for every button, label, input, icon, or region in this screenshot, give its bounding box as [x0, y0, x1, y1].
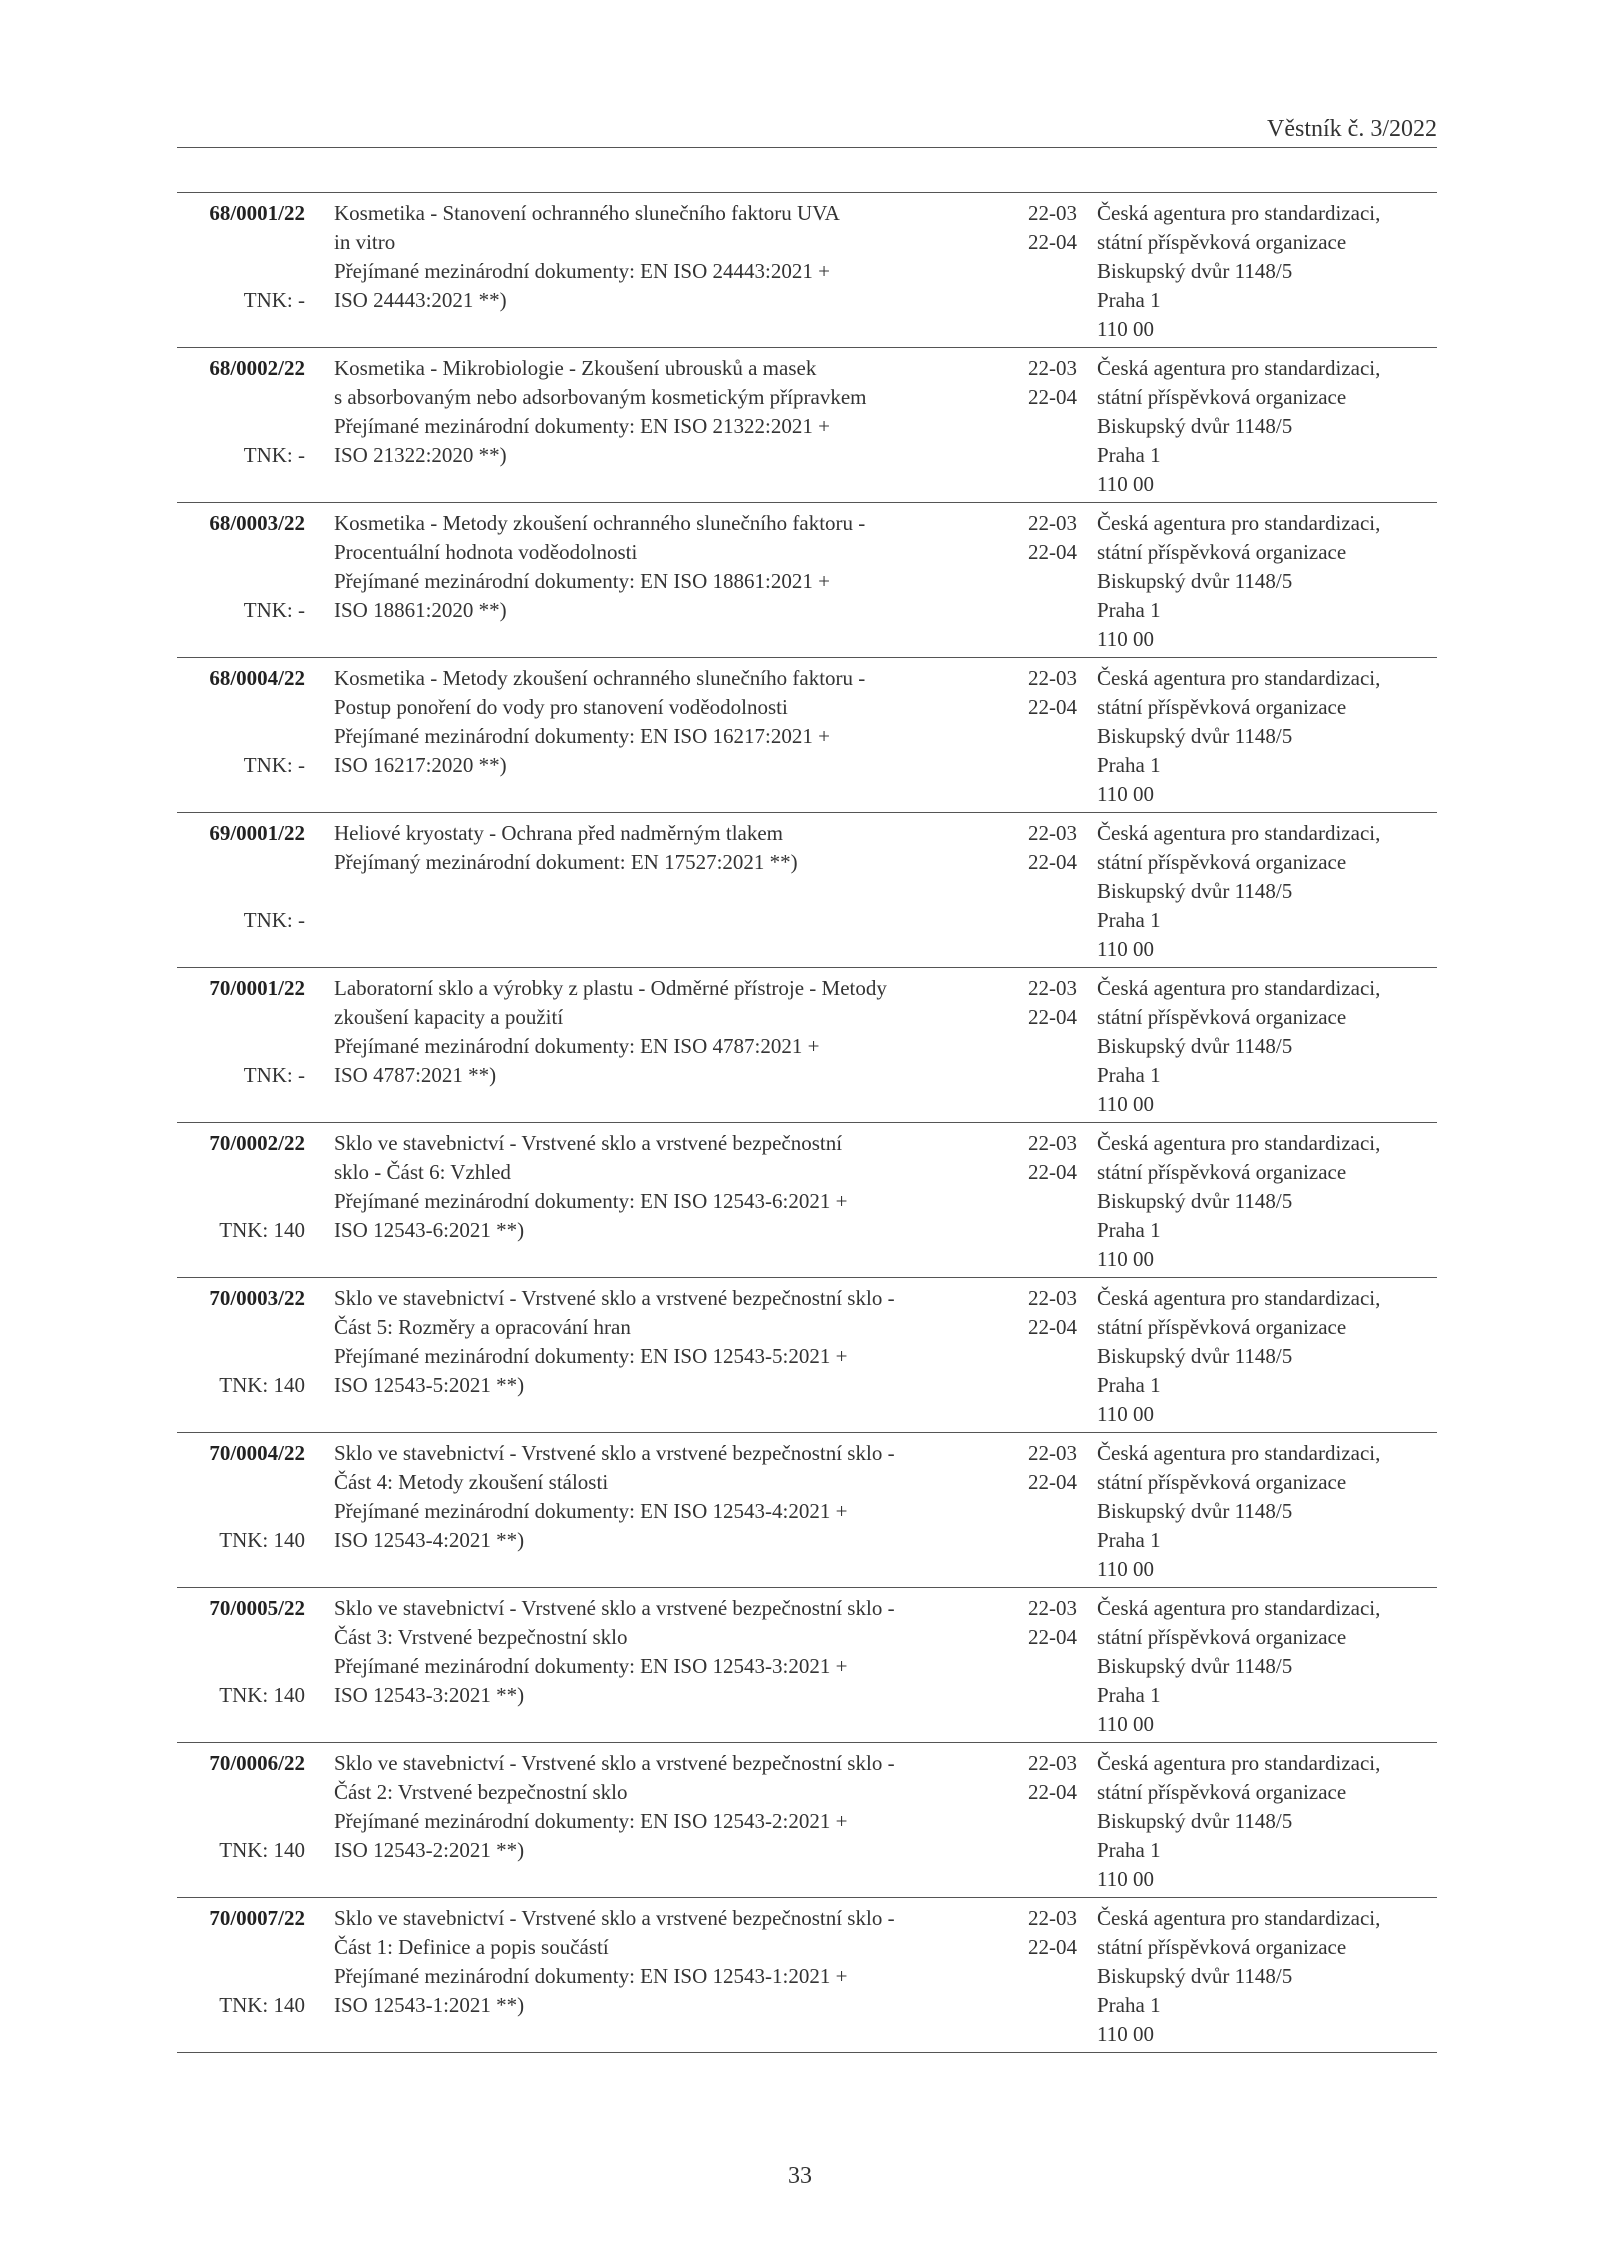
entry-title-line: Přejímané mezinárodní dokumenty: EN ISO 16217:2021 + [334, 724, 830, 748]
entry-dates [1007, 664, 1077, 722]
entry-title [334, 1439, 994, 1555]
table-row [177, 347, 1437, 502]
entry-organization-line: Praha 1 [1097, 1993, 1161, 2017]
entry-title-line: ISO 16217:2020 **) [334, 753, 507, 777]
entry-date: 22-03 [1028, 356, 1077, 380]
entry-title [334, 199, 994, 315]
entry-organization [1097, 1129, 1437, 1274]
entry-title-line: Sklo ve stavebnictví - Vrstvené sklo a vrstvené bezpečnostní sklo - [334, 1906, 895, 1930]
entry-tnk: TNK: 140 [219, 1993, 305, 2017]
entry-date: 22-04 [1028, 1470, 1077, 1494]
entry-organization [1097, 1749, 1437, 1894]
entry-date: 22-04 [1028, 1780, 1077, 1804]
entry-organization-line: 110 00 [1097, 782, 1154, 806]
entry-title [334, 819, 994, 877]
entry-organization-line: Biskupský dvůr 1148/5 [1097, 1809, 1293, 1833]
entry-organization-line: Biskupský dvůr 1148/5 [1097, 414, 1293, 438]
entry-organization-line: 110 00 [1097, 1402, 1154, 1426]
entry-title-line: zkoušení kapacity a použití [334, 1005, 564, 1029]
entry-organization-line: Praha 1 [1097, 598, 1161, 622]
entry-organization-line: 110 00 [1097, 1712, 1154, 1736]
entry-organization-line: Praha 1 [1097, 1683, 1161, 1707]
entry-organization-line: 110 00 [1097, 1557, 1154, 1581]
entry-title-line: Přejímaný mezinárodní dokument: EN 17527:2021 **) [334, 850, 798, 874]
entry-title-line: ISO 12543-3:2021 **) [334, 1683, 525, 1707]
entry-id: 68/0002/22 [209, 356, 305, 380]
page-number: 33 [788, 2163, 812, 2189]
entry-organization-line: Praha 1 [1097, 753, 1161, 777]
entry-title-line: Přejímané mezinárodní dokumenty: EN ISO 24443:2021 + [334, 259, 830, 283]
entry-title-line: Procentuální hodnota voděodolnosti [334, 540, 638, 564]
entry-date: 22-03 [1028, 1441, 1077, 1465]
entry-title-line: Přejímané mezinárodní dokumenty: EN ISO 12543-6:2021 + [334, 1189, 848, 1213]
entry-organization-line: Česká agentura pro standardizaci, [1097, 201, 1381, 225]
journal-header: Věstník č. 3/2022 [1267, 116, 1437, 142]
entry-organization-line: Česká agentura pro standardizaci, [1097, 356, 1381, 380]
entry-date: 22-03 [1028, 1751, 1077, 1775]
entry-dates [1007, 1594, 1077, 1652]
entry-title [334, 1129, 994, 1245]
entry-title-line: ISO 4787:2021 **) [334, 1063, 497, 1087]
entry-title [334, 354, 994, 470]
entry-organization-line: Biskupský dvůr 1148/5 [1097, 1034, 1293, 1058]
entry-title-line: in vitro [334, 230, 396, 254]
table-row [177, 1897, 1437, 2053]
header-rule [177, 147, 1437, 148]
entry-organization-line: Biskupský dvůr 1148/5 [1097, 569, 1293, 593]
entry-title-line: Přejímané mezinárodní dokumenty: EN ISO 12543-1:2021 + [334, 1964, 848, 1988]
entry-dates [1007, 1749, 1077, 1807]
entry-organization-line: 110 00 [1097, 1247, 1154, 1271]
entry-id: 68/0003/22 [209, 511, 305, 535]
table-row [177, 812, 1437, 967]
entry-tnk: TNK: - [243, 288, 305, 312]
table-row [177, 657, 1437, 812]
entry-date: 22-04 [1028, 695, 1077, 719]
entry-organization-line: státní příspěvková organizace [1097, 1160, 1347, 1184]
entry-tnk: TNK: 140 [219, 1528, 305, 1552]
entry-organization-line: státní příspěvková organizace [1097, 1935, 1347, 1959]
entry-organization-line: Praha 1 [1097, 1528, 1161, 1552]
entry-organization-line: Biskupský dvůr 1148/5 [1097, 1654, 1293, 1678]
entry-organization-line: Praha 1 [1097, 288, 1161, 312]
entry-tnk: TNK: - [243, 1063, 305, 1087]
entry-title-line: Přejímané mezinárodní dokumenty: EN ISO 21322:2021 + [334, 414, 830, 438]
entry-organization [1097, 354, 1437, 499]
entry-title [334, 664, 994, 780]
entry-title-line: Sklo ve stavebnictví - Vrstvené sklo a vrstvené bezpečnostní sklo - [334, 1596, 895, 1620]
entry-title-line: ISO 12543-1:2021 **) [334, 1993, 525, 2017]
entry-organization-line: Praha 1 [1097, 908, 1161, 932]
entry-title-line: Přejímané mezinárodní dokumenty: EN ISO 4787:2021 + [334, 1034, 820, 1058]
entry-organization-line: Česká agentura pro standardizaci, [1097, 1751, 1381, 1775]
entry-organization-line: státní příspěvková organizace [1097, 850, 1347, 874]
entry-tnk: TNK: - [243, 753, 305, 777]
entry-organization-line: 110 00 [1097, 472, 1154, 496]
entry-organization-line: státní příspěvková organizace [1097, 1005, 1347, 1029]
entry-title-line: ISO 12543-2:2021 **) [334, 1838, 525, 1862]
entry-organization-line: Česká agentura pro standardizaci, [1097, 1286, 1381, 1310]
entry-title-line: Přejímané mezinárodní dokumenty: EN ISO 12543-5:2021 + [334, 1344, 848, 1368]
entry-organization-line: státní příspěvková organizace [1097, 540, 1347, 564]
entry-tnk: TNK: 140 [219, 1218, 305, 1242]
entry-date: 22-03 [1028, 1131, 1077, 1155]
entry-date: 22-03 [1028, 201, 1077, 225]
entry-organization-line: Praha 1 [1097, 1063, 1161, 1087]
entry-title-line: ISO 12543-5:2021 **) [334, 1373, 525, 1397]
entry-title-line: Část 1: Definice a popis součástí [334, 1935, 609, 1959]
entry-organization-line: státní příspěvková organizace [1097, 385, 1347, 409]
entry-title-line: Část 3: Vrstvené bezpečnostní sklo [334, 1625, 628, 1649]
entry-date: 22-04 [1028, 850, 1077, 874]
entry-title-line: Sklo ve stavebnictví - Vrstvené sklo a vrstvené bezpečnostní [334, 1131, 843, 1155]
entry-date: 22-04 [1028, 540, 1077, 564]
entry-tnk: TNK: 140 [219, 1838, 305, 1862]
entry-title-line: ISO 21322:2020 **) [334, 443, 507, 467]
entry-date: 22-04 [1028, 385, 1077, 409]
entry-id: 70/0004/22 [209, 1441, 305, 1465]
entry-dates [1007, 1439, 1077, 1497]
entry-id: 68/0001/22 [209, 201, 305, 225]
entry-title [334, 509, 994, 625]
table-row [177, 1587, 1437, 1742]
entry-dates [1007, 509, 1077, 567]
entry-organization-line: státní příspěvková organizace [1097, 1625, 1347, 1649]
entry-organization-line: Česká agentura pro standardizaci, [1097, 1131, 1381, 1155]
entry-organization-line: státní příspěvková organizace [1097, 695, 1347, 719]
entry-organization [1097, 1439, 1437, 1584]
table-row [177, 502, 1437, 657]
entry-organization-line: Česká agentura pro standardizaci, [1097, 1906, 1381, 1930]
entry-organization [1097, 819, 1437, 964]
entry-dates [1007, 1284, 1077, 1342]
entry-date: 22-04 [1028, 1625, 1077, 1649]
entry-title-line: Sklo ve stavebnictví - Vrstvené sklo a vrstvené bezpečnostní sklo - [334, 1441, 895, 1465]
entry-title-line: sklo - Část 6: Vzhled [334, 1160, 511, 1184]
entry-tnk: TNK: - [243, 443, 305, 467]
entry-title-line: Kosmetika - Metody zkoušení ochranného slunečního faktoru - [334, 511, 866, 535]
entry-title-line: ISO 18861:2020 **) [334, 598, 507, 622]
entry-organization-line: státní příspěvková organizace [1097, 1780, 1347, 1804]
entry-date: 22-03 [1028, 1906, 1077, 1930]
entry-date: 22-03 [1028, 1596, 1077, 1620]
entry-title [334, 1904, 994, 2020]
entry-title-line: Sklo ve stavebnictví - Vrstvené sklo a vrstvené bezpečnostní sklo - [334, 1751, 895, 1775]
entry-organization-line: Biskupský dvůr 1148/5 [1097, 1344, 1293, 1368]
entry-organization [1097, 1284, 1437, 1429]
table-row [177, 1277, 1437, 1432]
entry-organization [1097, 199, 1437, 344]
entry-id: 68/0004/22 [209, 666, 305, 690]
entry-id: 70/0003/22 [209, 1286, 305, 1310]
entry-organization [1097, 974, 1437, 1119]
table-row [177, 192, 1437, 347]
entry-organization-line: Praha 1 [1097, 1218, 1161, 1242]
entry-dates [1007, 1129, 1077, 1187]
entry-organization-line: Česká agentura pro standardizaci, [1097, 821, 1381, 845]
entry-organization-line: Česká agentura pro standardizaci, [1097, 1441, 1381, 1465]
table-row [177, 1122, 1437, 1277]
entry-id: 70/0002/22 [209, 1131, 305, 1155]
entry-organization-line: 110 00 [1097, 1867, 1154, 1891]
entry-dates [1007, 819, 1077, 877]
entry-title-line: Část 2: Vrstvené bezpečnostní sklo [334, 1780, 628, 1804]
entry-date: 22-03 [1028, 511, 1077, 535]
entry-organization-line: Biskupský dvůr 1148/5 [1097, 724, 1293, 748]
standards-table [177, 192, 1437, 2053]
entry-organization-line: Biskupský dvůr 1148/5 [1097, 879, 1293, 903]
entry-dates [1007, 199, 1077, 257]
entry-tnk: TNK: 140 [219, 1683, 305, 1707]
entry-title-line: Přejímané mezinárodní dokumenty: EN ISO 12543-3:2021 + [334, 1654, 848, 1678]
entry-organization [1097, 1904, 1437, 2049]
entry-organization-line: Praha 1 [1097, 443, 1161, 467]
entry-title [334, 974, 994, 1090]
entry-organization [1097, 664, 1437, 809]
entry-id: 70/0001/22 [209, 976, 305, 1000]
entry-organization-line: Česká agentura pro standardizaci, [1097, 511, 1381, 535]
entry-id: 70/0007/22 [209, 1906, 305, 1930]
entry-organization-line: státní příspěvková organizace [1097, 1315, 1347, 1339]
entry-title-line: Postup ponoření do vody pro stanovení voděodolnosti [334, 695, 788, 719]
entry-dates [1007, 354, 1077, 412]
entry-organization [1097, 509, 1437, 654]
entry-title-line: Kosmetika - Mikrobiologie - Zkoušení ubrousků a masek [334, 356, 817, 380]
entry-title-line: Přejímané mezinárodní dokumenty: EN ISO 12543-4:2021 + [334, 1499, 848, 1523]
entry-organization-line: Česká agentura pro standardizaci, [1097, 1596, 1381, 1620]
entry-date: 22-04 [1028, 1160, 1077, 1184]
entry-date: 22-04 [1028, 230, 1077, 254]
entry-organization-line: Biskupský dvůr 1148/5 [1097, 1964, 1293, 1988]
entry-organization-line: Česká agentura pro standardizaci, [1097, 976, 1381, 1000]
entry-date: 22-03 [1028, 666, 1077, 690]
entry-title-line: ISO 24443:2021 **) [334, 288, 507, 312]
entry-date: 22-04 [1028, 1005, 1077, 1029]
entry-date: 22-04 [1028, 1935, 1077, 1959]
entry-title-line: Sklo ve stavebnictví - Vrstvené sklo a vrstvené bezpečnostní sklo - [334, 1286, 895, 1310]
entry-organization-line: 110 00 [1097, 1092, 1154, 1116]
entry-title-line: Přejímané mezinárodní dokumenty: EN ISO 18861:2021 + [334, 569, 830, 593]
entry-organization-line: 110 00 [1097, 627, 1154, 651]
entry-title-line: Laboratorní sklo a výrobky z plastu - Odměrné přístroje - Metody [334, 976, 887, 1000]
table-row [177, 1432, 1437, 1587]
entry-title-line: Heliové kryostaty - Ochrana před nadměrným tlakem [334, 821, 784, 845]
entry-dates [1007, 1904, 1077, 1962]
entry-organization-line: Praha 1 [1097, 1373, 1161, 1397]
entry-organization-line: Česká agentura pro standardizaci, [1097, 666, 1381, 690]
entry-title-line: Část 5: Rozměry a opracování hran [334, 1315, 631, 1339]
entry-id: 69/0001/22 [209, 821, 305, 845]
entry-tnk: TNK: - [243, 598, 305, 622]
entry-title-line: Kosmetika - Metody zkoušení ochranného slunečního faktoru - [334, 666, 866, 690]
entry-organization-line: Biskupský dvůr 1148/5 [1097, 1499, 1293, 1523]
entry-organization [1097, 1594, 1437, 1739]
entry-title-line: ISO 12543-4:2021 **) [334, 1528, 525, 1552]
entry-tnk: TNK: - [243, 908, 305, 932]
entry-date: 22-03 [1028, 1286, 1077, 1310]
entry-title-line: Část 4: Metody zkoušení stálosti [334, 1470, 609, 1494]
entry-title-line: Přejímané mezinárodní dokumenty: EN ISO 12543-2:2021 + [334, 1809, 848, 1833]
entry-organization-line: Biskupský dvůr 1148/5 [1097, 259, 1293, 283]
entry-organization-line: 110 00 [1097, 317, 1154, 341]
entry-title-line: ISO 12543-6:2021 **) [334, 1218, 525, 1242]
entry-date: 22-03 [1028, 976, 1077, 1000]
table-row [177, 967, 1437, 1122]
entry-title [334, 1749, 994, 1865]
entry-title-line: Kosmetika - Stanovení ochranného slunečního faktoru UVA [334, 201, 840, 225]
entry-id: 70/0006/22 [209, 1751, 305, 1775]
entry-id: 70/0005/22 [209, 1596, 305, 1620]
table-row [177, 1742, 1437, 1897]
entry-organization-line: státní příspěvková organizace [1097, 1470, 1347, 1494]
entry-title [334, 1284, 994, 1400]
entry-dates [1007, 974, 1077, 1032]
entry-organization-line: 110 00 [1097, 2022, 1154, 2046]
entry-organization-line: Biskupský dvůr 1148/5 [1097, 1189, 1293, 1213]
entry-organization-line: Praha 1 [1097, 1838, 1161, 1862]
entry-date: 22-04 [1028, 1315, 1077, 1339]
entry-tnk: TNK: 140 [219, 1373, 305, 1397]
entry-organization-line: 110 00 [1097, 937, 1154, 961]
entry-title [334, 1594, 994, 1710]
entry-organization-line: státní příspěvková organizace [1097, 230, 1347, 254]
entry-title-line: s absorbovaným nebo adsorbovaným kosmetickým přípravkem [334, 385, 867, 409]
entry-date: 22-03 [1028, 821, 1077, 845]
